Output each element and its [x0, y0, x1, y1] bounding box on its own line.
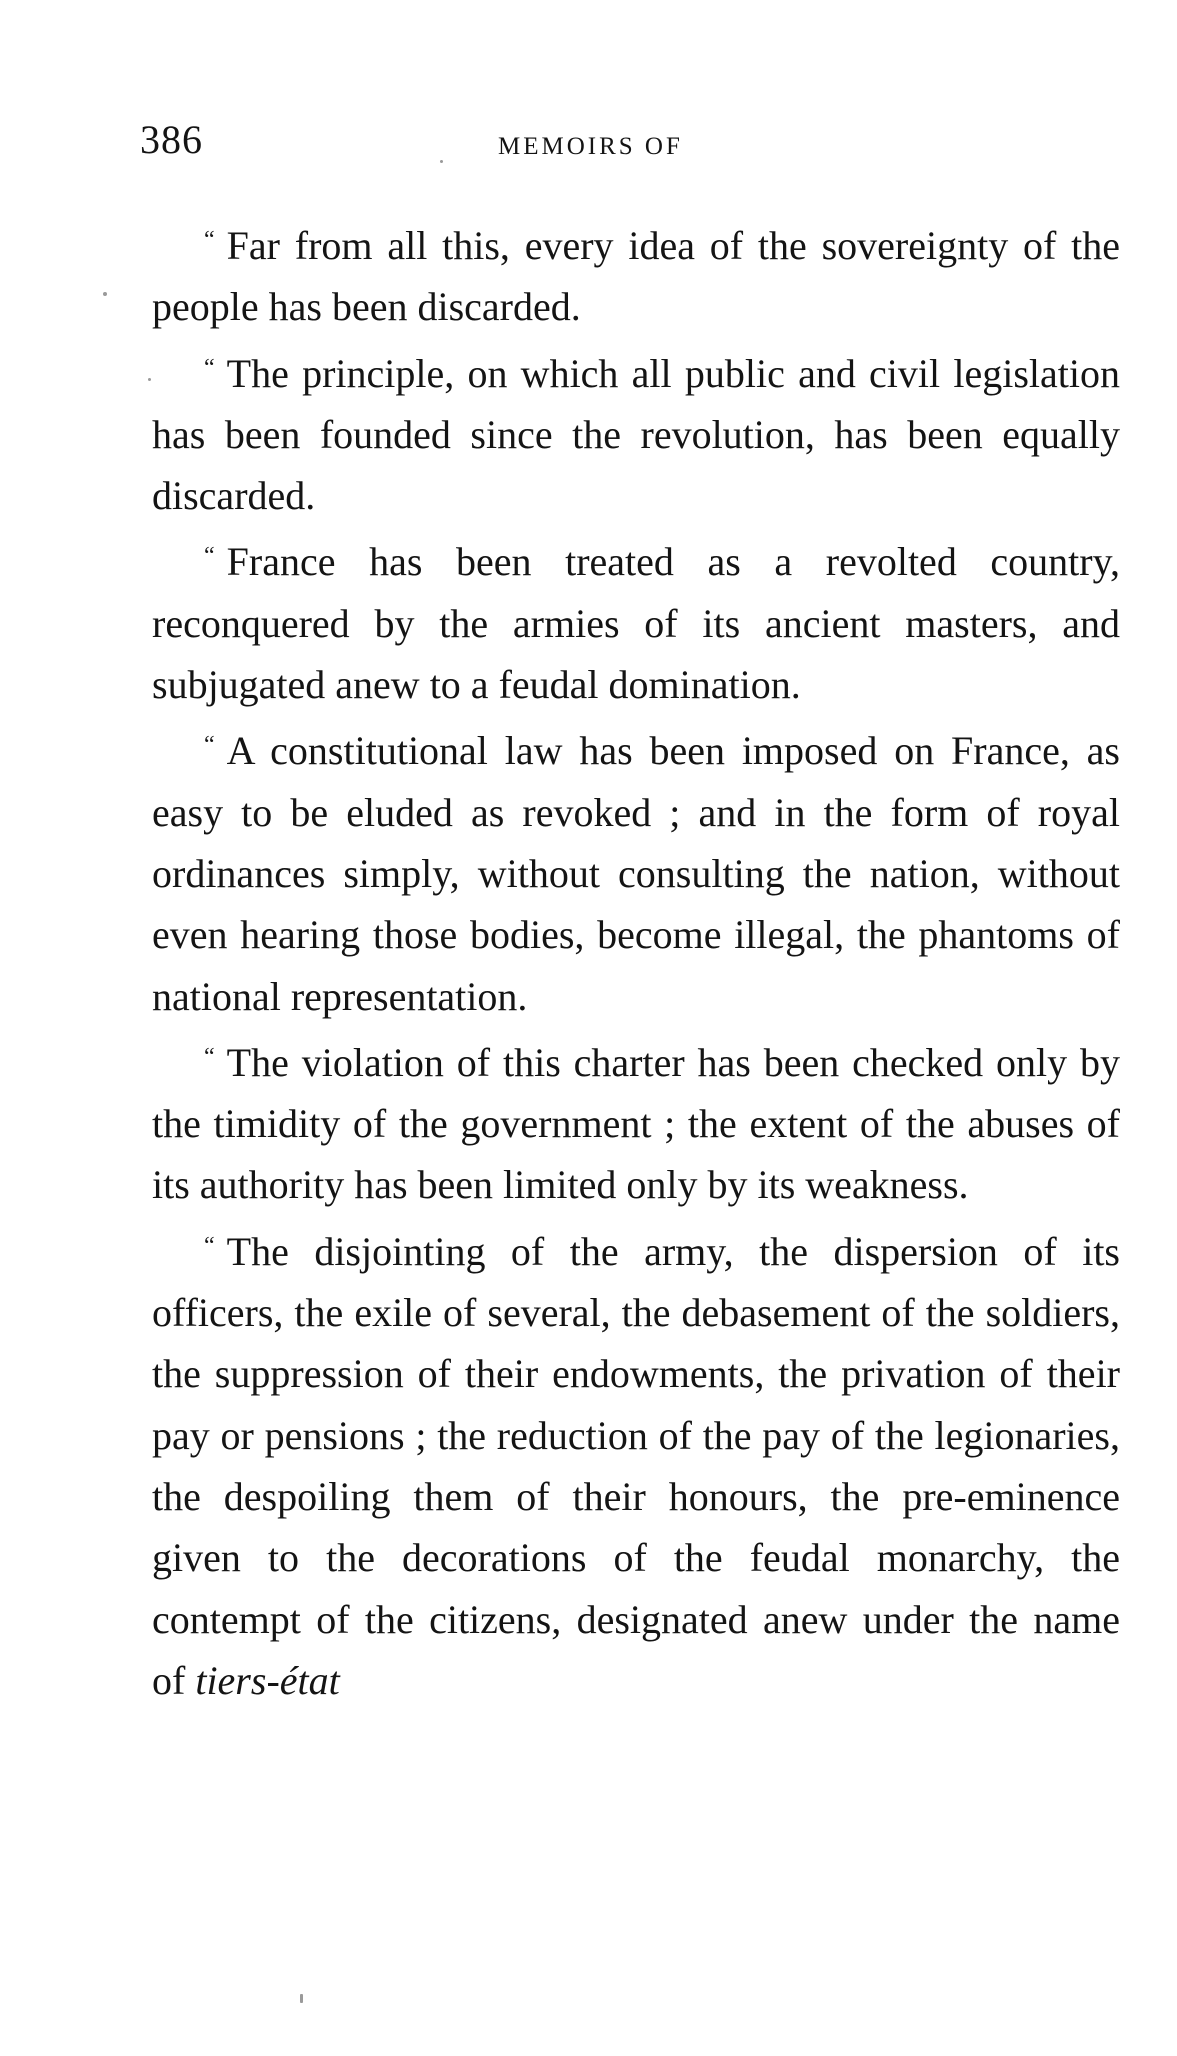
opening-quote-mark: “ — [204, 227, 217, 253]
opening-quote-mark: “ — [204, 1043, 217, 1070]
opening-quote-mark: “ — [204, 732, 217, 759]
paper-speck — [103, 292, 107, 296]
page-number: 386 — [140, 117, 203, 162]
opening-quote-mark: “ — [204, 354, 217, 381]
body-text — [152, 210, 1120, 1711]
paragraph — [152, 1027, 1120, 1216]
paragraph-text: The violation of this charter has been checked only by the timidity of the government ; the extent of the abuses of its authority has been limited only by its weakness. — [152, 1039, 1120, 1208]
paper-speck — [440, 160, 443, 163]
paragraph — [152, 338, 1120, 527]
opening-quote-mark: “ — [204, 1232, 217, 1259]
paragraph-text: The disjointing of the army, the dispersion of its officers, the exile of several, the debasement of the soldiers, the suppression of their endowments, the privation of their pay or pensions ; the reduction of the pay of the legionaries, the despoiling them of their honours, the pre-eminence given to the decorations of the feudal monarchy, the contempt of the citizens, designated anew under the name of — [152, 1228, 1120, 1703]
opening-quote-mark: “ — [204, 543, 217, 570]
paragraph-text: The principle, on which all public and civil legislation has been founded since the revolution, has been equally discarded. — [152, 350, 1120, 519]
paper-speck — [300, 1994, 303, 2003]
paragraph — [152, 210, 1120, 338]
page-header — [140, 118, 1120, 178]
paragraph — [152, 715, 1120, 1026]
paragraph-text: France has been treated as a revolted country, reconquered by the armies of its ancient masters, and subjugated anew to a feudal domination. — [152, 539, 1120, 708]
paragraph-text: A constitutional law has been imposed on France, as easy to be eluded as revoked ; and in the form of royal ordinances simply, without consulting the nation, without even hearing those bodies, become illegal, the phantoms of national representation. — [152, 728, 1120, 1019]
running-head: MEMOIRS OF — [498, 133, 683, 160]
italic-term: tiers-état — [195, 1657, 340, 1703]
paragraph-text: Far from all this, every idea of the sovereignty of the people has been discarded. — [152, 223, 1120, 330]
paragraph — [152, 1216, 1120, 1711]
paper-speck — [148, 378, 151, 381]
paragraph — [152, 526, 1120, 715]
